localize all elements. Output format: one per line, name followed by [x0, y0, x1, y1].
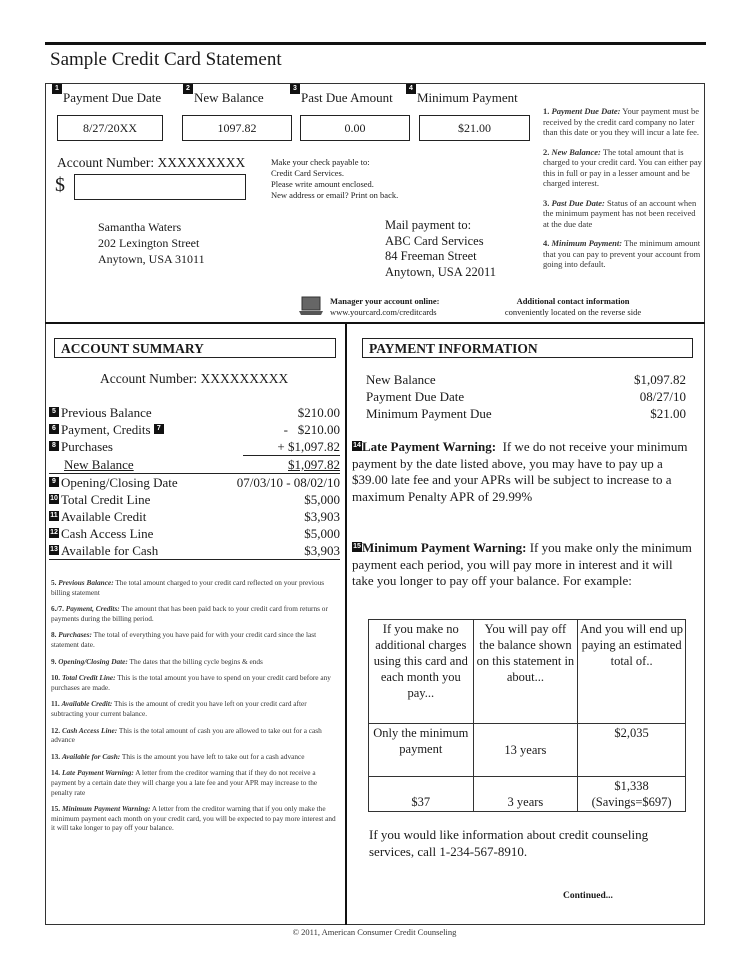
note-text: The total amount charged to your credit card reflected on your previous billing statement	[51, 578, 325, 597]
summary-row-total-credit-line	[49, 491, 340, 508]
number-badge: 14	[353, 442, 361, 449]
def-term: 1.	[543, 106, 552, 116]
contact-info	[493, 296, 653, 318]
table-header-cell: You will pay off the balance shown on this statement in about...	[473, 620, 578, 724]
row-label: New Balance	[366, 372, 436, 387]
field-label-past-due-amount	[290, 85, 393, 106]
summary-notes	[51, 578, 339, 840]
instruction-line: Make your check payable to:	[271, 157, 370, 167]
label-text: Payment Due Date	[63, 90, 162, 105]
table-header-row	[369, 620, 686, 724]
table-cell: Only the minimum payment	[369, 724, 474, 777]
row-value: $210.00	[297, 405, 340, 420]
label-text: New Balance	[194, 90, 264, 105]
summary-row-cash-access-line	[49, 525, 340, 542]
section-divider	[45, 322, 705, 324]
table-row	[369, 777, 686, 812]
laptop-icon	[298, 296, 324, 316]
row-value: $3,903	[304, 543, 340, 558]
number-badge: 13	[50, 546, 58, 553]
number-badge: 11	[50, 512, 58, 519]
number-badge: 5	[49, 407, 59, 417]
instruction-line: Credit Card Services.	[271, 168, 344, 178]
row-label: Cash Access Line	[61, 526, 154, 541]
number-badge: 15	[353, 543, 361, 550]
note-8	[51, 630, 339, 649]
row-value: $1,097.82	[634, 372, 686, 387]
row-label: Payment, Credits	[61, 422, 151, 437]
note-11	[51, 699, 339, 718]
instruction-line: Please write amount enclosed.	[271, 179, 374, 189]
page-title: Sample Credit Card Statement	[50, 49, 282, 70]
note-term: 13.	[51, 751, 62, 761]
address-line: ABC Card Services	[385, 233, 484, 248]
summary-table	[49, 404, 340, 560]
note-13	[51, 752, 339, 762]
definition-2	[543, 147, 703, 189]
column-divider	[345, 323, 347, 925]
dollar-sign: $	[55, 174, 65, 196]
def-term: 3.	[543, 197, 552, 208]
note-italic: Minimum Payment Warning:	[61, 804, 151, 814]
online-account	[330, 296, 439, 318]
contact-label: Additional contact information	[516, 296, 630, 306]
row-label: Minimum Payment Due	[366, 406, 492, 421]
row-value: 08/27/10	[639, 389, 686, 404]
copyright-footer: © 2011, American Consumer Credit Counseling	[292, 927, 457, 937]
number-badge: 7	[154, 424, 164, 434]
note-term: 12.	[51, 725, 62, 735]
note-10	[51, 673, 339, 692]
address-line: Samantha Waters	[98, 220, 182, 234]
number-badge: 1	[52, 84, 62, 94]
table-cell: 3 years	[473, 777, 578, 812]
summary-row-payment-credits	[49, 421, 340, 438]
def-term: 4.	[543, 238, 552, 248]
payment-info-row	[366, 405, 686, 422]
summary-row-available-credit	[49, 508, 340, 525]
row-value: $3,903	[304, 509, 340, 524]
warning-text: If we do not receive your minimum payment by the date listed above, you may have to pay up a $39.00 late fee and your APRs will be subject to increase to a maximum Penalty APR of 29.99%	[352, 439, 691, 504]
note-italic: Late Payment Warning:	[61, 768, 134, 778]
note-text: A letter from the creditor warning that if you only make the minimum payment each month on your credit card, you will be expected to pay more interest and it will take longer to pay off your balance.	[51, 804, 336, 833]
def-text: Status of an account when the minimum payment has not been received at the due date	[543, 197, 697, 229]
number-badge: 3	[290, 84, 300, 94]
note-14	[51, 768, 339, 797]
label-text: Past Due Amount	[301, 90, 393, 105]
address-line: 84 Freeman Street	[385, 249, 477, 263]
note-text: A letter from the creditor warning that if they do not receive a payment by a certain date they will charge you a late fee and your APR may increase to the penalty rate	[51, 768, 318, 797]
note-italic: Previous Balance:	[58, 578, 114, 587]
row-value: $1,097.82	[288, 457, 340, 472]
stub-definitions	[543, 106, 703, 270]
note-text: This is the total amount you have to spend on your credit card before any purchases are made.	[51, 673, 331, 692]
past-due-amount-value: 0.00	[300, 115, 410, 141]
note-italic: Cash Access Line:	[61, 725, 118, 735]
summary-row-purchases	[49, 438, 340, 456]
row-value: $5,000	[304, 526, 340, 541]
contact-text: conveniently located on the reverse side	[504, 307, 642, 317]
def-italic: Past Due Date:	[551, 197, 605, 208]
note-15	[51, 804, 339, 833]
note-term: 15.	[51, 804, 62, 814]
note-term: 8.	[51, 630, 59, 640]
def-italic: Payment Due Date:	[551, 106, 621, 116]
table-cell: $1,338 (Savings=$697)	[578, 777, 686, 812]
def-text: Your payment must be received by the credit card company no later than this date or you they will incur a late fee.	[543, 106, 700, 137]
top-rule	[45, 42, 706, 45]
row-label: Payment Due Date	[366, 389, 465, 404]
note-text: The total of everything you have paid for with your credit card since the last statement date.	[51, 630, 317, 649]
note-12	[51, 726, 339, 745]
payment-due-date-value: 8/27/20XX	[57, 115, 163, 141]
def-text: The minimum amount that you can pay to prevent your account from going into default.	[543, 238, 701, 269]
warning-text: If you make only the minimum payment each period, you will pay more in interest and it will take you longer to pay off your balance. For example:	[352, 540, 692, 588]
summary-row-previous-balance	[49, 404, 340, 421]
note-term: 11.	[51, 699, 62, 709]
note-text: The amount that has been paid back to your credit card from returns or payments during the billing period.	[51, 604, 328, 623]
summary-row-available-for-cash	[49, 542, 340, 560]
minimum-payment-value: $21.00	[419, 115, 530, 141]
row-label: Purchases	[61, 439, 113, 454]
payment-info-row	[366, 388, 686, 405]
row-label: Opening/Closing Date	[61, 475, 178, 490]
note-text: This is the amount you have left to take out for a cash advance	[120, 751, 305, 761]
customer-address	[98, 219, 205, 267]
row-label: Available for Cash	[61, 543, 159, 558]
number-badge: 8	[49, 441, 59, 451]
number-badge: 10	[50, 495, 58, 502]
note-term: 10.	[51, 673, 62, 683]
field-label-payment-due-date	[52, 85, 162, 106]
row-value: 07/03/10 - 08/02/10	[236, 475, 340, 490]
note-text: The dates that the billing cycle begins & ends	[127, 656, 263, 666]
definition-1	[543, 106, 703, 138]
check-instructions	[271, 157, 398, 201]
table-cell: 13 years	[473, 724, 578, 777]
definition-3	[543, 198, 703, 230]
table-row	[369, 724, 686, 777]
row-value: $21.00	[650, 406, 686, 421]
summary-row-new-balance	[49, 456, 340, 474]
note-text: This is the total amount of cash you are allowed to take out for a cash advance	[51, 725, 322, 745]
payment-info-table	[366, 371, 686, 422]
note-italic: Payment, Credits:	[65, 604, 120, 614]
row-value: $5,000	[304, 492, 340, 507]
mail-payment-address	[385, 218, 496, 280]
def-term: 2.	[543, 146, 552, 157]
new-balance-value: 1097.82	[182, 115, 292, 141]
counseling-info: If you would like information about credit counseling services, call 1-234-567-8910.	[369, 827, 649, 859]
summary-account-number: Account Number: XXXXXXXXX	[100, 371, 289, 386]
def-italic: New Balance:	[551, 146, 601, 157]
number-badge: 12	[50, 529, 58, 536]
table-header-cell: If you make no additional charges using this card and each month you pay...	[369, 620, 474, 724]
def-italic: Minimum Payment:	[551, 238, 623, 248]
definition-4	[543, 238, 703, 270]
account-summary-heading: ACCOUNT SUMMARY	[54, 338, 336, 358]
summary-row-opening-closing-date	[49, 474, 340, 491]
note-italic: Available for Cash:	[61, 751, 121, 761]
late-payment-warning	[352, 439, 694, 505]
row-label: Previous Balance	[61, 405, 152, 420]
field-label-new-balance	[183, 85, 264, 106]
minimum-payment-warning	[352, 540, 694, 590]
number-badge: 4	[406, 84, 416, 94]
note-5	[51, 578, 339, 597]
row-label: Available Credit	[61, 509, 147, 524]
note-term: 5.	[51, 578, 59, 587]
table-header-cell: And you will end up paying an estimated total of..	[578, 620, 686, 724]
note-text: This is the amount of credit you have left on your credit card after subtracting your current balance.	[51, 699, 307, 718]
row-label: New Balance	[64, 457, 134, 472]
label-text: Minimum Payment	[417, 90, 518, 105]
note-6-7	[51, 604, 339, 623]
note-9	[51, 657, 339, 667]
stub-account-number: Account Number: XXXXXXXXX	[57, 155, 246, 170]
amount-enclosed-field[interactable]	[74, 174, 246, 200]
note-term: 9.	[51, 656, 59, 666]
note-term: 14.	[51, 768, 62, 778]
warning-title: Minimum Payment Warning:	[362, 540, 527, 555]
field-label-minimum-payment	[406, 85, 518, 106]
note-italic: Opening/Closing Date:	[58, 656, 128, 666]
online-label: Manager your account online:	[330, 296, 440, 306]
row-value: + $1,097.82	[243, 438, 340, 456]
address-line: Anytown, USA 31011	[98, 252, 205, 266]
row-label: Total Credit Line	[61, 492, 151, 507]
number-badge: 2	[183, 84, 193, 94]
number-badge: 9	[49, 477, 59, 487]
def-text: The total amount that is charged to your credit card. You can either pay this in full or pay in a lesser amount and be charged interest.	[543, 146, 702, 188]
number-badge: 6	[49, 424, 59, 434]
note-term: 6./7.	[51, 604, 66, 614]
warning-title: Late Payment Warning:	[362, 439, 497, 454]
note-italic: Purchases:	[58, 630, 92, 640]
instruction-line: New address or email? Print on back.	[271, 190, 399, 200]
continued-label: Continued...	[563, 891, 613, 901]
online-url-link[interactable]: www.yourcard.com/creditcards	[330, 307, 437, 317]
payment-info-row	[366, 371, 686, 388]
payment-information-heading: PAYMENT INFORMATION	[362, 338, 693, 358]
note-italic: Available Credit:	[61, 699, 113, 709]
table-cell: $37	[369, 777, 474, 812]
table-cell: $2,035	[578, 724, 686, 777]
address-line: Anytown, USA 22011	[385, 264, 497, 279]
note-italic: Total Credit Line:	[61, 673, 116, 683]
minimum-payment-example-table	[368, 619, 686, 812]
address-line: Mail payment to:	[385, 218, 472, 232]
address-line: 202 Lexington Street	[98, 236, 200, 250]
row-value: - $210.00	[283, 422, 340, 437]
